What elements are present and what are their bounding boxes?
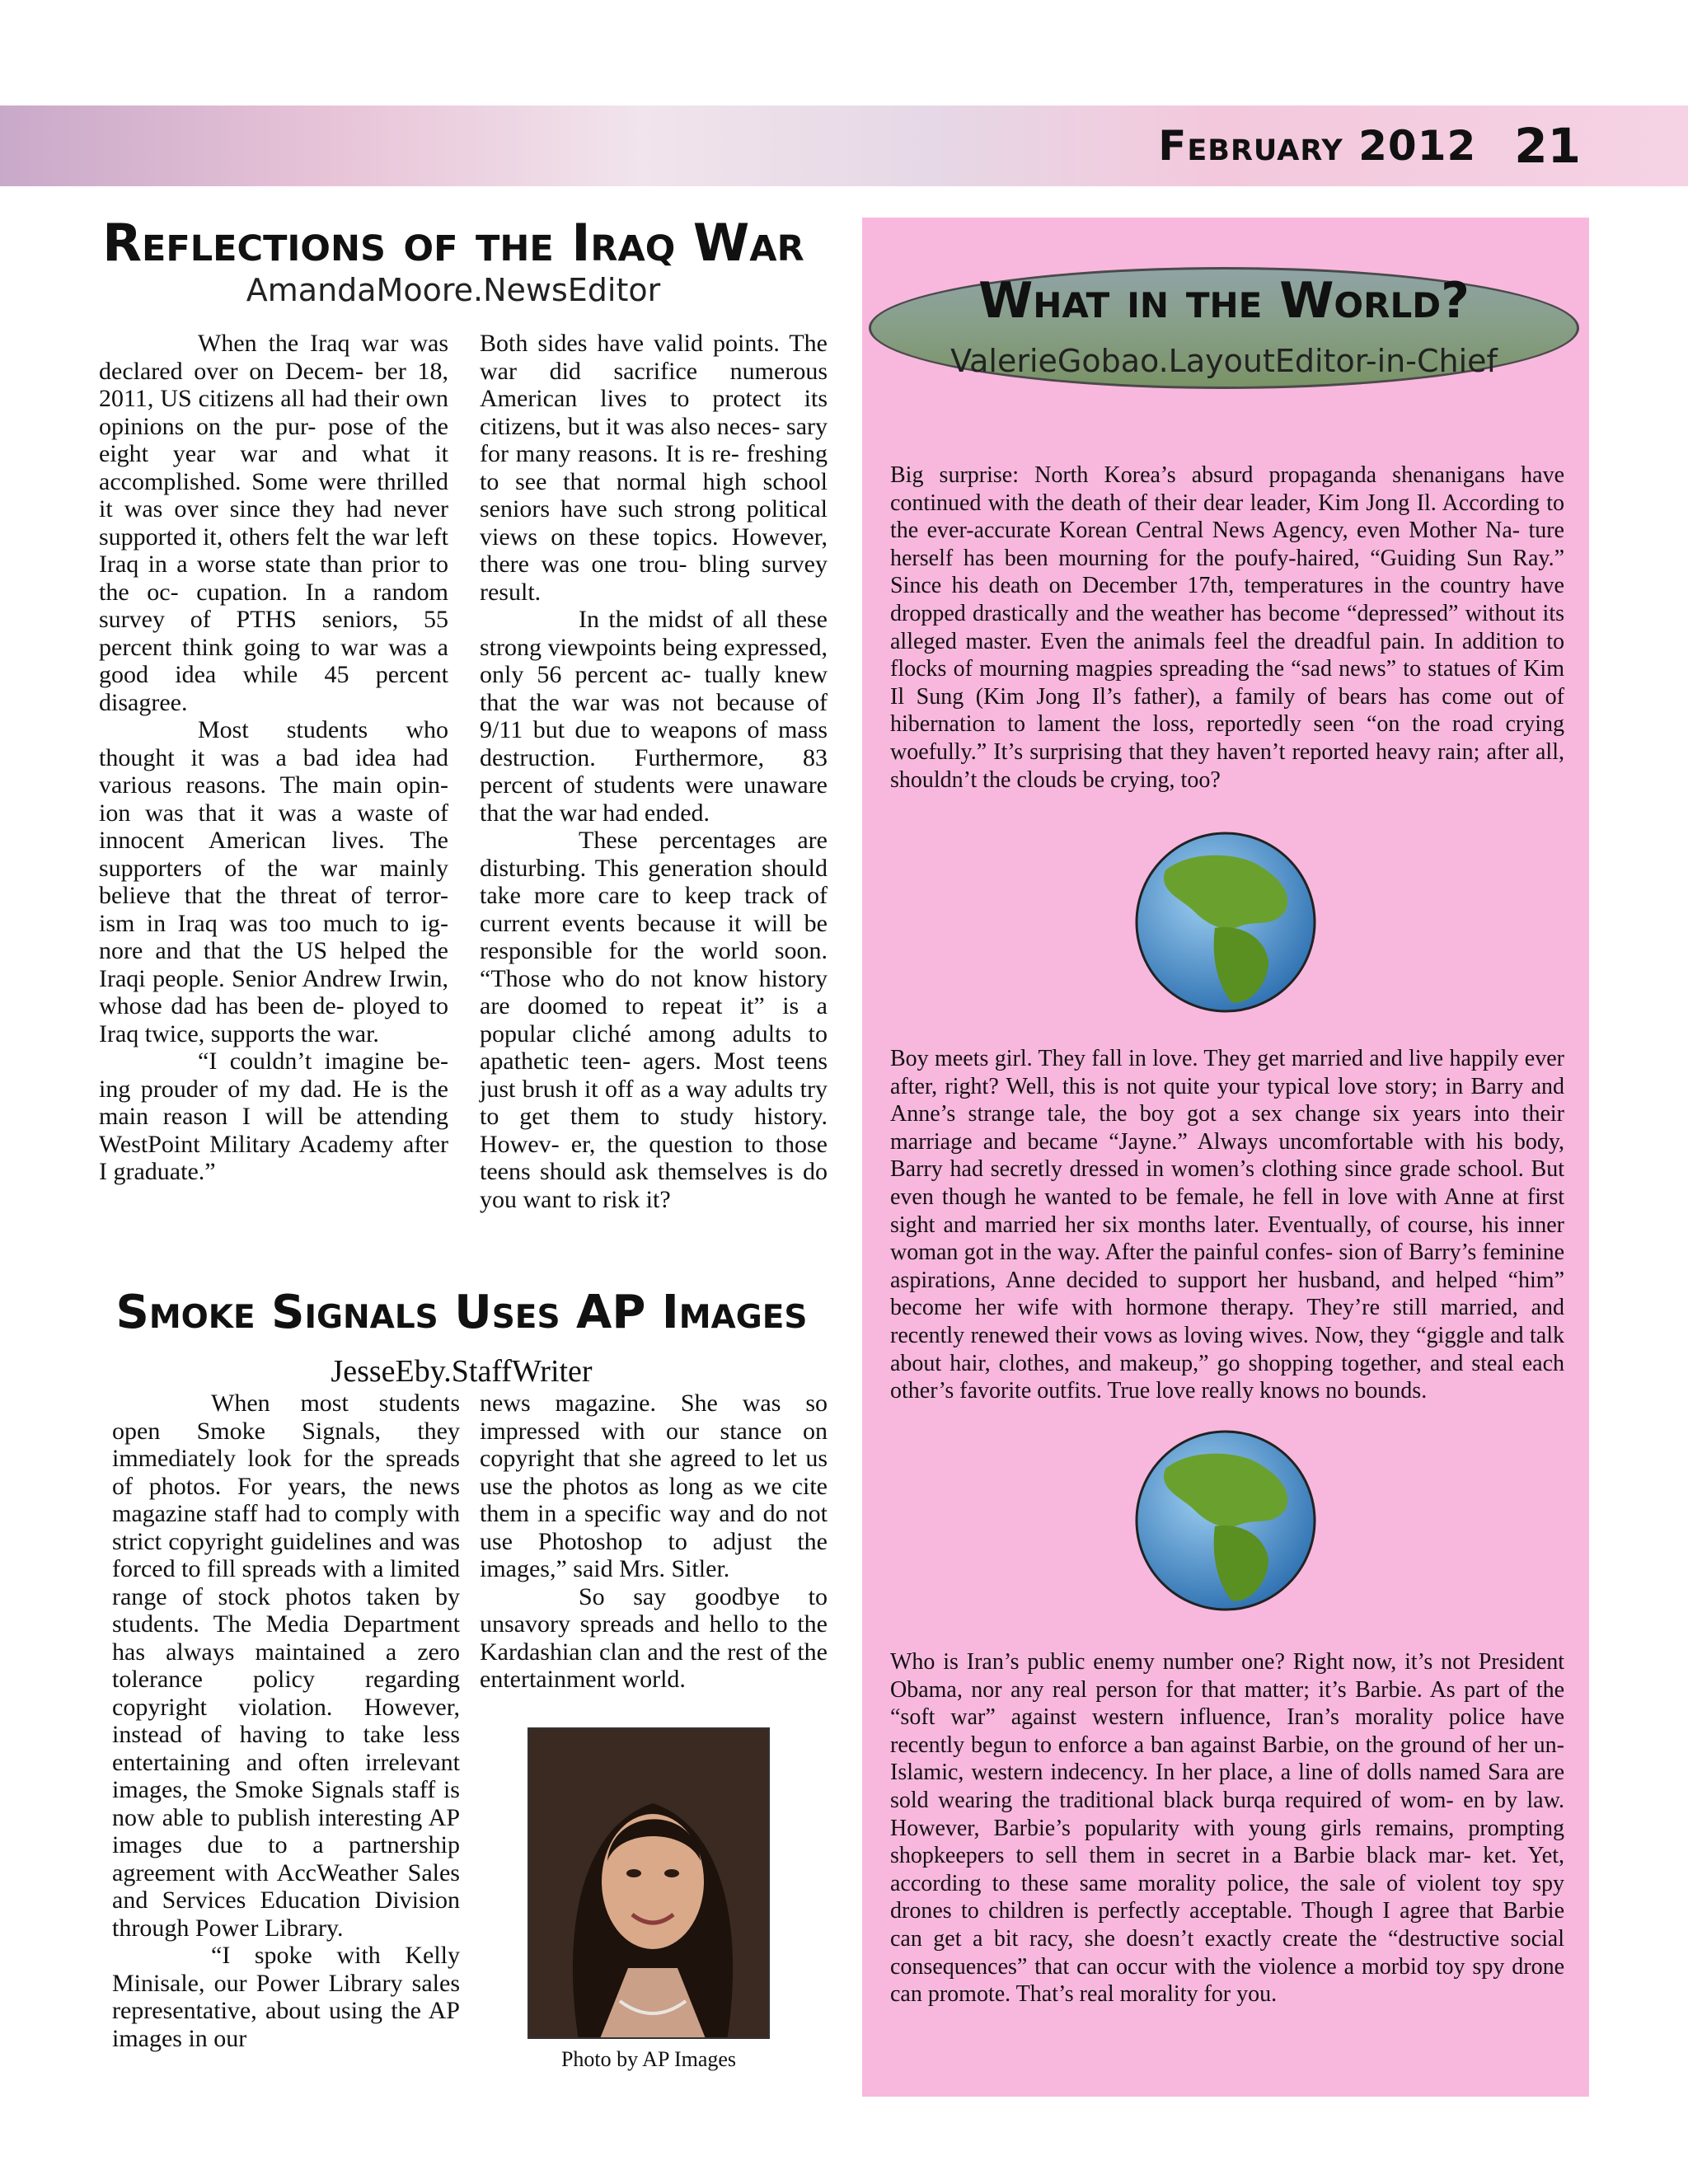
sidebar-story-3 bbox=[890, 1648, 1564, 2008]
paragraph: “I spoke with Kelly Minisale, our Power Library sales representative, about using the AP images in our bbox=[112, 1942, 460, 2052]
paragraph: Who is Iran’s public enemy number one? Right now, it’s not President Obama, nor any real person for that matter; it’s Barbie. As part of the “soft war” against western influence, Iran’s morality police have recently begun to enforce a ban against Barbie, on the ground of her un-Islamic, western indecency. In her place, a line of dolls named Sara are sold wearing the traditional black burqa required of wom- en by law. However, Barbie’s popularity with young girls remains, prompting shopkeepers to sell them in secret in a Barbie black mar- ket. Yet, according to these same morality police, the sale of violent toy spy drones to children is perfectly acceptable. Though I agree that Barbie can get a bit racy, she doesn’t exactly create the “destructive social consequences” that can occur with the violence a morbid toy spy drone can promote. That’s real morality for you. bbox=[890, 1649, 1564, 2008]
article1-byline: AmandaMoore.NewsEditor bbox=[246, 272, 661, 308]
article1-column-1 bbox=[99, 330, 448, 1186]
sidebar-story-2 bbox=[890, 1045, 1564, 1405]
paragraph: In the midst of all these strong viewpoints being expressed, only 56 percent ac- tually knew that the war was not because of 9/11 but due to weapons of mass destruction. Furthermore, 83 percent of students were unaware that the war had ended. bbox=[480, 606, 828, 827]
page-folio bbox=[1158, 115, 1581, 176]
paragraph: Big surprise: North Korea’s absurd propaganda shenanigans have continued with the death of their dear leader, Kim Jong Il. According to the ever-accurate Korean Central News Agency, even Mother Na- ture herself has been mourning for the poufy-haired, “Guiding Sun Ray.” Since his death on December 17th, temperatures in the country have dropped drastically and the weather has become “depressed” without its alleged master. Even the animals feel the dreadful pain. In addition to flocks of mourning magpies spreading the “sad news” to statues of Kim Il Sung (Kim Jong Il’s father), a family of bears has come out of hibernation to lament the loss, reportedly seen “on the road crying woefully.” It’s surprising that they haven’t reported heavy rain; after all, shouldn’t the clouds be crying, too? bbox=[890, 462, 1564, 793]
paragraph: When the Iraq war was declared over on Decem- ber 18, 2011, US citizens all had their own opinions on the pur- pose of the eight year war and what it accomplished. Some were thrilled it was over since they had never supported it, others felt the war left Iraq in a worse state than prior to the oc- cupation. In a random survey of PTHS seniors, 55 percent think going to war was a good idea while 45 percent disagree. bbox=[99, 330, 448, 716]
globe-icon bbox=[1116, 1427, 1335, 1614]
globe-icon bbox=[1116, 829, 1335, 1015]
sidebar-story-1 bbox=[890, 462, 1564, 794]
issue-date: February 2012 bbox=[1158, 122, 1477, 170]
sidebar-byline: ValerieGobao.LayoutEditor-in-Chief bbox=[950, 343, 1498, 379]
paragraph: These percentages are disturbing. This generation should take more care to keep track of current events because it will be responsible for the world soon. “Those who do not know history are doomed to repeat it” is a popular cliché among adults to apathetic teen- agers. Most teens just brush it off as a way adults try to get them to study history. Howev- er, the question to those teens should ask themselves is do you want to risk it? bbox=[480, 827, 828, 1213]
article2-column-2 bbox=[480, 1390, 828, 1694]
paragraph: So say goodbye to unsavory spreads and hello to the Kardashian clan and the rest of the entertainment world. bbox=[480, 1582, 828, 1693]
paragraph: Boy meets girl. They fall in love. They get married and live happily ever after, right? Well, this is not quite your typical love story; in Barry and Anne’s strange tale, the boy got a sex change six years into their marriage and became “Jayne.” Always uncomfortable with his body, Barry had secretly dressed in women’s clothing since grade school. But even though he wanted to be female, he fell in love with Anne at first sight and married her six months later. Eventually, of course, his inner woman got in the way. After the painful confes- sion of Barry’s feminine aspirations, Anne decided to support her husband, and helped “him” become her wife with hormone therapy. They’re still married, and recently renewed their vows as loving wives. Now, they “giggle and talk about hair, clothes, and makeup,” go shopping together, and steal each other’s favorite outfits. True love really knows no bounds. bbox=[890, 1046, 1564, 1404]
article2-title: Smoke Signals Uses AP Images bbox=[115, 1286, 808, 1339]
article2-column-1 bbox=[112, 1390, 460, 2052]
sidebar-title: What in the World? bbox=[978, 272, 1470, 330]
paragraph: news magazine. She was so impressed with our stance on copyright that she agreed to let us use the photos as long as we cite them in a specific way and do not use Photoshop to adjust the images,” said Mrs. Sitler. bbox=[480, 1390, 828, 1582]
paragraph: Both sides have valid points. The war did sacrifice numerous American lives to protect its citizens, but it was also neces- sary for many reasons. It is re- freshing to see that normal high school seniors have such strong political views on these topics. However, there was one trou- bling survey result. bbox=[480, 330, 828, 606]
celebrity-photo bbox=[528, 1727, 770, 2039]
paragraph: “I couldn’t imagine be- ing prouder of my dad. He is the main reason I will be attending WestPoint Military Academy after I graduate.” bbox=[99, 1047, 448, 1185]
article1-title: Reflections of the Iraq War bbox=[102, 213, 804, 273]
article1-column-2 bbox=[480, 330, 828, 1213]
article2-byline: JesseEby.StaffWriter bbox=[331, 1354, 593, 1389]
paragraph: Most students who thought it was a bad idea had various reasons. The main opin- ion was that it was a waste of innocent American lives. The supporters of the war mainly believe that the threat of terror- ism in Iraq was too much to ig- nore and that the US helped the Iraqi people. Senior Andrew Irwin, whose dad has been de- ployed to Iraq twice, supports the war. bbox=[99, 716, 448, 1047]
paragraph: When most students open Smoke Signals, they immediately look for the spreads of photos. For years, the news magazine staff had to comply with strict copyright guidelines and was forced to fill spreads with a limited range of stock photos taken by students. The Media Department has always maintained a zero tolerance policy regarding copyright violation. However, instead of having to take less entertaining and often irrelevant images, the Smoke Signals staff is now able to publish interesting AP images due to a partnership agreement with AccWeather Sales and Services Education Division through Power Library. bbox=[112, 1390, 460, 1942]
photo-caption: Photo by AP Images bbox=[560, 2047, 737, 2071]
page-number: 21 bbox=[1514, 118, 1581, 174]
